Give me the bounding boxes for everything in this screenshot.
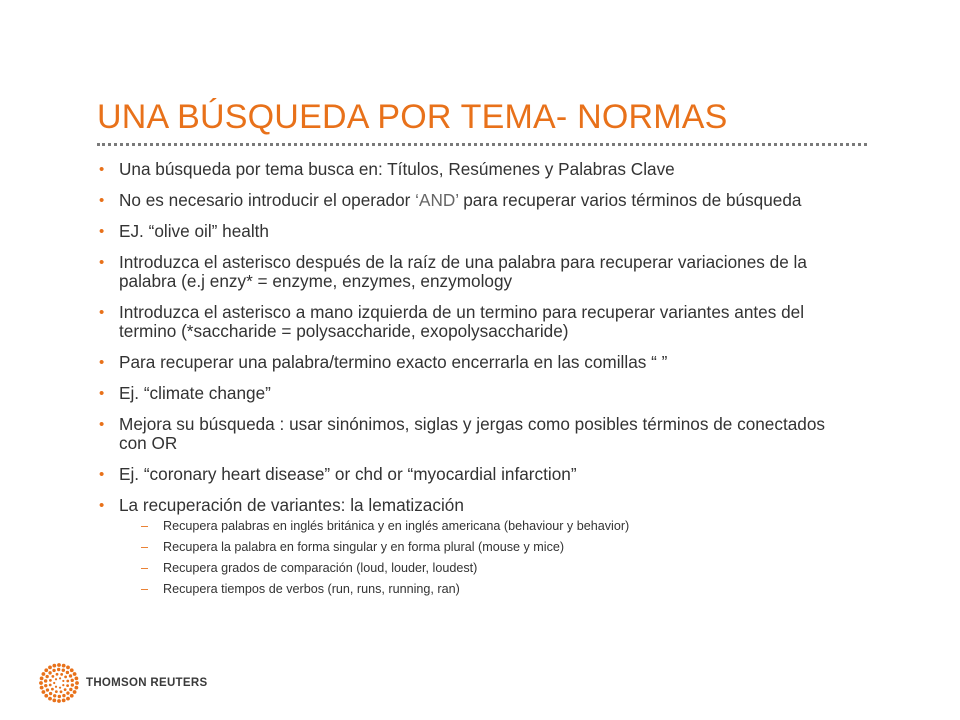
logo-dot (45, 675, 48, 678)
bullet-list (97, 160, 857, 609)
bullet-text-before: No es necesario introducir el operador (119, 190, 416, 210)
bullet-text: Una búsqueda por tema busca en: Títulos, Resúmenes y Palabras Clave (119, 159, 675, 179)
title-divider (97, 143, 867, 146)
logo-dot (62, 694, 65, 697)
bullet-glyph: • (99, 223, 105, 240)
logo-dot (55, 690, 58, 693)
bullet-item (97, 160, 857, 179)
bullet-item (97, 222, 857, 241)
bullet-text: Para recuperar una palabra/termino exacto encerrarla en las comillas “ ” (119, 352, 668, 372)
sub-bullet-item (119, 561, 857, 576)
sub-bullet-item (119, 582, 857, 597)
bullet-glyph: • (99, 192, 105, 209)
sub-bullet-glyph: – (141, 519, 149, 533)
bullet-text: Ej. “coronary heart disease” or chd or “myocardial infarction” (119, 464, 577, 484)
bullet-glyph: • (99, 161, 105, 178)
logo-dot (52, 664, 56, 668)
logo-wordmark: THOMSON REUTERS (86, 677, 208, 689)
sub-bullet-glyph: – (141, 582, 149, 596)
bullet-glyph: • (99, 254, 105, 271)
logo-dot (64, 688, 67, 691)
logo-dot (52, 698, 56, 702)
bullet-text: Introduzca el asterisco a mano izquierda de un termino para recuperar variantes antes del termino (*saccharide = polysaccharide, exopolysaccharide) (119, 302, 805, 341)
bullet-item (97, 191, 857, 210)
bullet-item (97, 353, 857, 372)
logo-dot (71, 683, 74, 686)
logo-dot (57, 663, 61, 667)
bullet-text: Ej. “climate change” (119, 383, 271, 403)
logo-dot (49, 684, 52, 687)
bullet-item (97, 465, 857, 484)
logo-dot (53, 694, 56, 697)
bullet-item (97, 253, 857, 291)
slide-title: UNA BÚSQUEDA POR TEMA- NORMAS (97, 98, 728, 136)
logo-dot (64, 675, 67, 678)
logo-dot (40, 686, 44, 690)
logo-dot (39, 681, 43, 685)
logo-dot (55, 678, 57, 680)
logo-dot (69, 674, 72, 677)
bullet-glyph: • (99, 304, 105, 321)
logo-dot (53, 682, 55, 684)
bullet-text: Mejora su búsqueda : usar sinónimos, siglas y jergas como posibles términos de conectados con OR (119, 414, 826, 453)
logo-dot (51, 675, 54, 678)
logo-dot (59, 677, 61, 679)
bullet-item (97, 303, 857, 341)
logo-dot (66, 691, 69, 694)
logo-dot (40, 676, 44, 680)
bullet-glyph: • (99, 416, 105, 433)
logo-dot (73, 672, 77, 676)
logo-dot (44, 684, 47, 687)
logo-dot (73, 690, 77, 694)
logo-dot (57, 699, 61, 703)
logo-dot (62, 684, 64, 686)
thomson-reuters-logo (38, 662, 207, 704)
logo-dot (66, 684, 69, 687)
logo-dot (62, 680, 64, 682)
logo-dot (48, 666, 52, 670)
logo-dot (60, 690, 63, 693)
logo-dot (51, 688, 54, 691)
logo-dot (58, 695, 61, 698)
logo-dot (49, 679, 52, 682)
logo-dot (55, 686, 57, 688)
sub-bullet-glyph: – (141, 561, 149, 575)
sub-bullet-text: Recupera palabras en inglés británica y en inglés americana (behaviour y behavior) (163, 519, 630, 533)
logo-dot (44, 694, 48, 698)
logo-dot (66, 671, 69, 674)
logo-dot (74, 676, 78, 680)
sub-bullet-list (119, 519, 857, 597)
bullet-glyph: • (99, 385, 105, 402)
logo-dot (66, 697, 70, 701)
bullet-item (97, 415, 857, 453)
sub-bullet-glyph: – (141, 540, 149, 554)
logo-dot (71, 679, 74, 682)
logo-dot (62, 664, 66, 668)
logo-dot (66, 680, 69, 683)
logo-dot (75, 681, 79, 685)
logo-dot (74, 686, 78, 690)
logo-dot (69, 688, 72, 691)
logo-dot (42, 690, 46, 694)
thomson-reuters-dot-ring-icon (38, 662, 80, 704)
logo-dot (57, 668, 60, 671)
logo-dot (66, 666, 70, 670)
bullet-glyph: • (99, 354, 105, 371)
logo-dot (62, 669, 65, 672)
logo-dot (44, 679, 47, 682)
logo-dot (49, 692, 52, 695)
sub-bullet-text: Recupera grados de comparación (loud, louder, loudest) (163, 561, 478, 575)
logo-dot (70, 668, 74, 672)
sub-bullet-item (119, 540, 857, 555)
logo-dot (62, 698, 66, 702)
logo-dot (70, 694, 74, 698)
bullet-item (97, 384, 857, 403)
sub-bullet-item (119, 519, 857, 534)
logo-dot (46, 688, 49, 691)
sub-bullet-text: Recupera tiempos de verbos (run, runs, running, ran) (163, 582, 460, 596)
logo-dot (48, 697, 52, 701)
bullet-glyph: • (99, 466, 105, 483)
bullet-item (97, 496, 857, 597)
bullet-text: La recuperación de variantes: la lematización (119, 495, 464, 515)
bullet-text: Introduzca el asterisco después de la raíz de una palabra para recuperar variaciones de la palabra (e.j enzy* = enzyme, enzymes, enzymology (119, 252, 807, 291)
logo-dot (56, 673, 59, 676)
logo-dot (48, 671, 51, 674)
bullet-text-after: para recuperar varios términos de búsqueda (458, 190, 802, 210)
bullet-text: EJ. “olive oil” health (119, 221, 269, 241)
logo-dot (60, 673, 63, 676)
logo-dot (44, 668, 48, 672)
logo-dot (52, 669, 55, 672)
sub-bullet-text: Recupera la palabra en forma singular y en forma plural (mouse y mice) (163, 540, 565, 554)
logo-dot (59, 687, 61, 689)
bullet-glyph: • (99, 497, 105, 514)
logo-dot (42, 672, 46, 676)
and-operator-text: ‘AND’ (415, 190, 459, 210)
